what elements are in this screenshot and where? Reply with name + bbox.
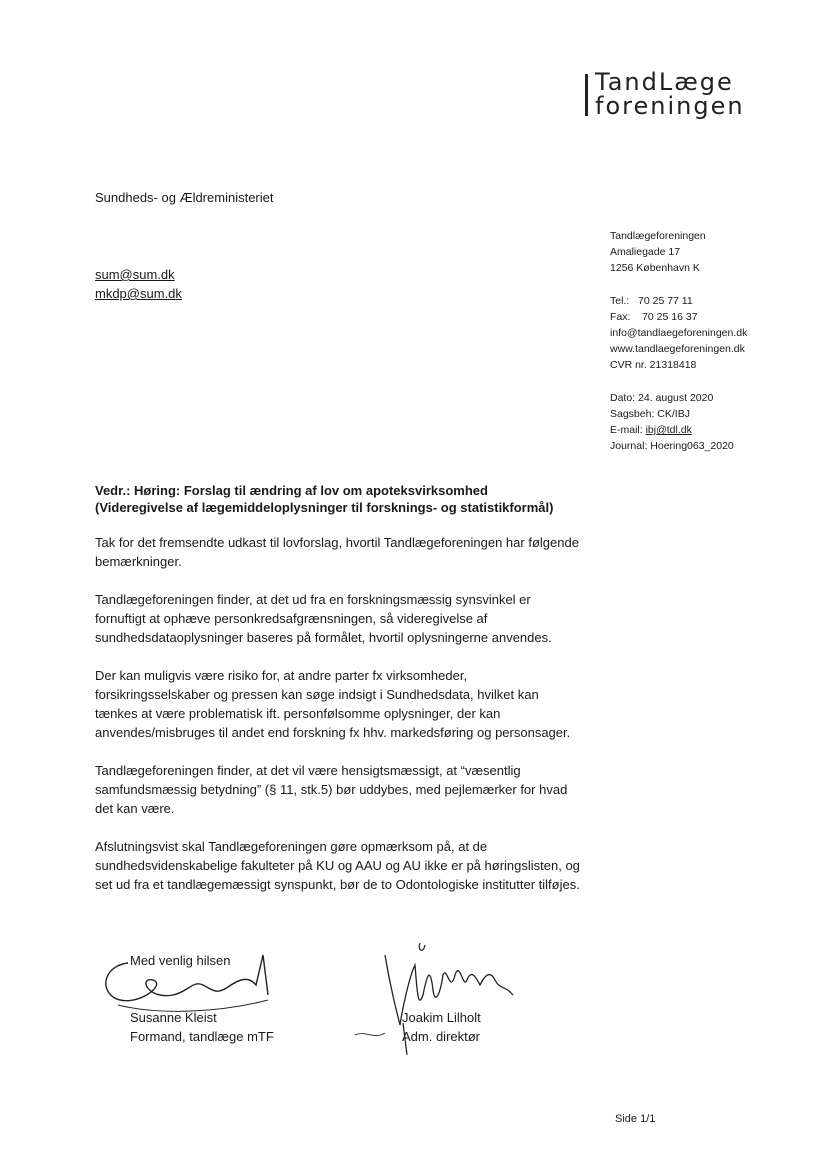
sender-cvr: CVR nr. 21318418 <box>610 359 697 372</box>
signer-right-name: Joakim Lilholt <box>402 1010 481 1025</box>
sender-street: Amaliegade 17 <box>610 246 681 259</box>
logo <box>585 70 770 118</box>
recipient: Sundheds- og Ældreministeriet <box>95 190 274 205</box>
paragraph-1: Tak for det fremsendte udkast til lovforslag, hvortil Tandlægeforeningen har følgende bemærkninger. <box>95 535 579 569</box>
logo-bar <box>585 74 588 116</box>
email-link-2[interactable]: mkdp@sum.dk <box>95 286 182 301</box>
signer-left-title: Formand, tandlæge mTF <box>130 1029 274 1044</box>
logo-line-2: foreningen <box>595 92 745 120</box>
email-link-1[interactable]: sum@sum.dk <box>95 267 175 282</box>
paragraph-2: Tandlægeforeningen finder, at det ud fra en forskningsmæssig synsvinkel er fornuftigt at ophæve personkredsafgrænsningen, så videregivelse af sundhedsdataoplysninger baseres på formålet, hvortil oplysningerne anvendes. <box>95 592 552 645</box>
handler-email <box>610 422 810 438</box>
sender-tel: Tel.: 70 25 77 11 <box>610 294 693 307</box>
sender-org: Tandlægeforeningen <box>610 230 706 242</box>
sender-web[interactable]: www.tandlaegeforeningen.dk <box>610 343 745 356</box>
signer-left <box>130 1008 274 1046</box>
paragraph-4: Tandlægeforeningen finder, at det vil være hensigtsmæssigt, at “væsentlig samfundsmæssig betydning” (§ 11, stk.5) bør uddybes, med pejlemærker for hvad det kan være. <box>95 763 568 816</box>
recipient-emails <box>95 265 182 303</box>
sender-city: 1256 København K <box>610 262 700 275</box>
case-handler: Sagsbeh: CK/IBJ <box>610 407 690 420</box>
signer-right-title: Adm. direktør <box>402 1029 481 1044</box>
signer-right <box>402 1008 481 1046</box>
handler-email-label: E-mail: <box>610 424 646 437</box>
signer-left-name: Susanne Kleist <box>130 1010 217 1025</box>
paragraph-5: Afslutningsvist skal Tandlægeforeningen gøre opmærksom på, at de sundhedsvidenskabelige fakulteter på KU og AAU og AU ikke er på høringslisten, og set ud fra et tandlægemæssigt synspunkt, bør de to Odontologiske institutter tilføjes. <box>95 839 580 892</box>
paragraph-3: Der kan muligvis være risiko for, at andre parter fx virksomheder, forsikringsselskaber og pressen kan søge indsigt i Sundhedsdata, hvilket kan tænkes at være problematisk ift. personfølsomme oplysninger, der kan anvendes/misbruges til andet end forskning fx hhv. markedsføring og personsager. <box>95 668 571 740</box>
letter-date: Dato: 24. august 2020 <box>610 391 714 404</box>
page-number: Side 1/1 <box>615 1113 656 1125</box>
sender-email[interactable]: info@tandlaegeforeningen.dk <box>610 327 748 340</box>
sender-block <box>610 228 810 454</box>
letter-body <box>95 533 580 913</box>
journal-number: Journal: Hoering063_2020 <box>610 440 734 453</box>
closing-greeting: Med venlig hilsen <box>130 953 231 968</box>
logo-line-1: TandLæge <box>595 68 734 96</box>
handler-email-link[interactable]: ibj@tdl.dk <box>645 424 692 437</box>
sender-fax: Fax: 70 25 16 37 <box>610 310 698 323</box>
subject-line: Vedr.: Høring: Forslag til ændring af lov om apoteksvirksomhed (Videregivelse af lægemiddeloplysninger til forsknings- og statistikformål) <box>95 483 554 515</box>
